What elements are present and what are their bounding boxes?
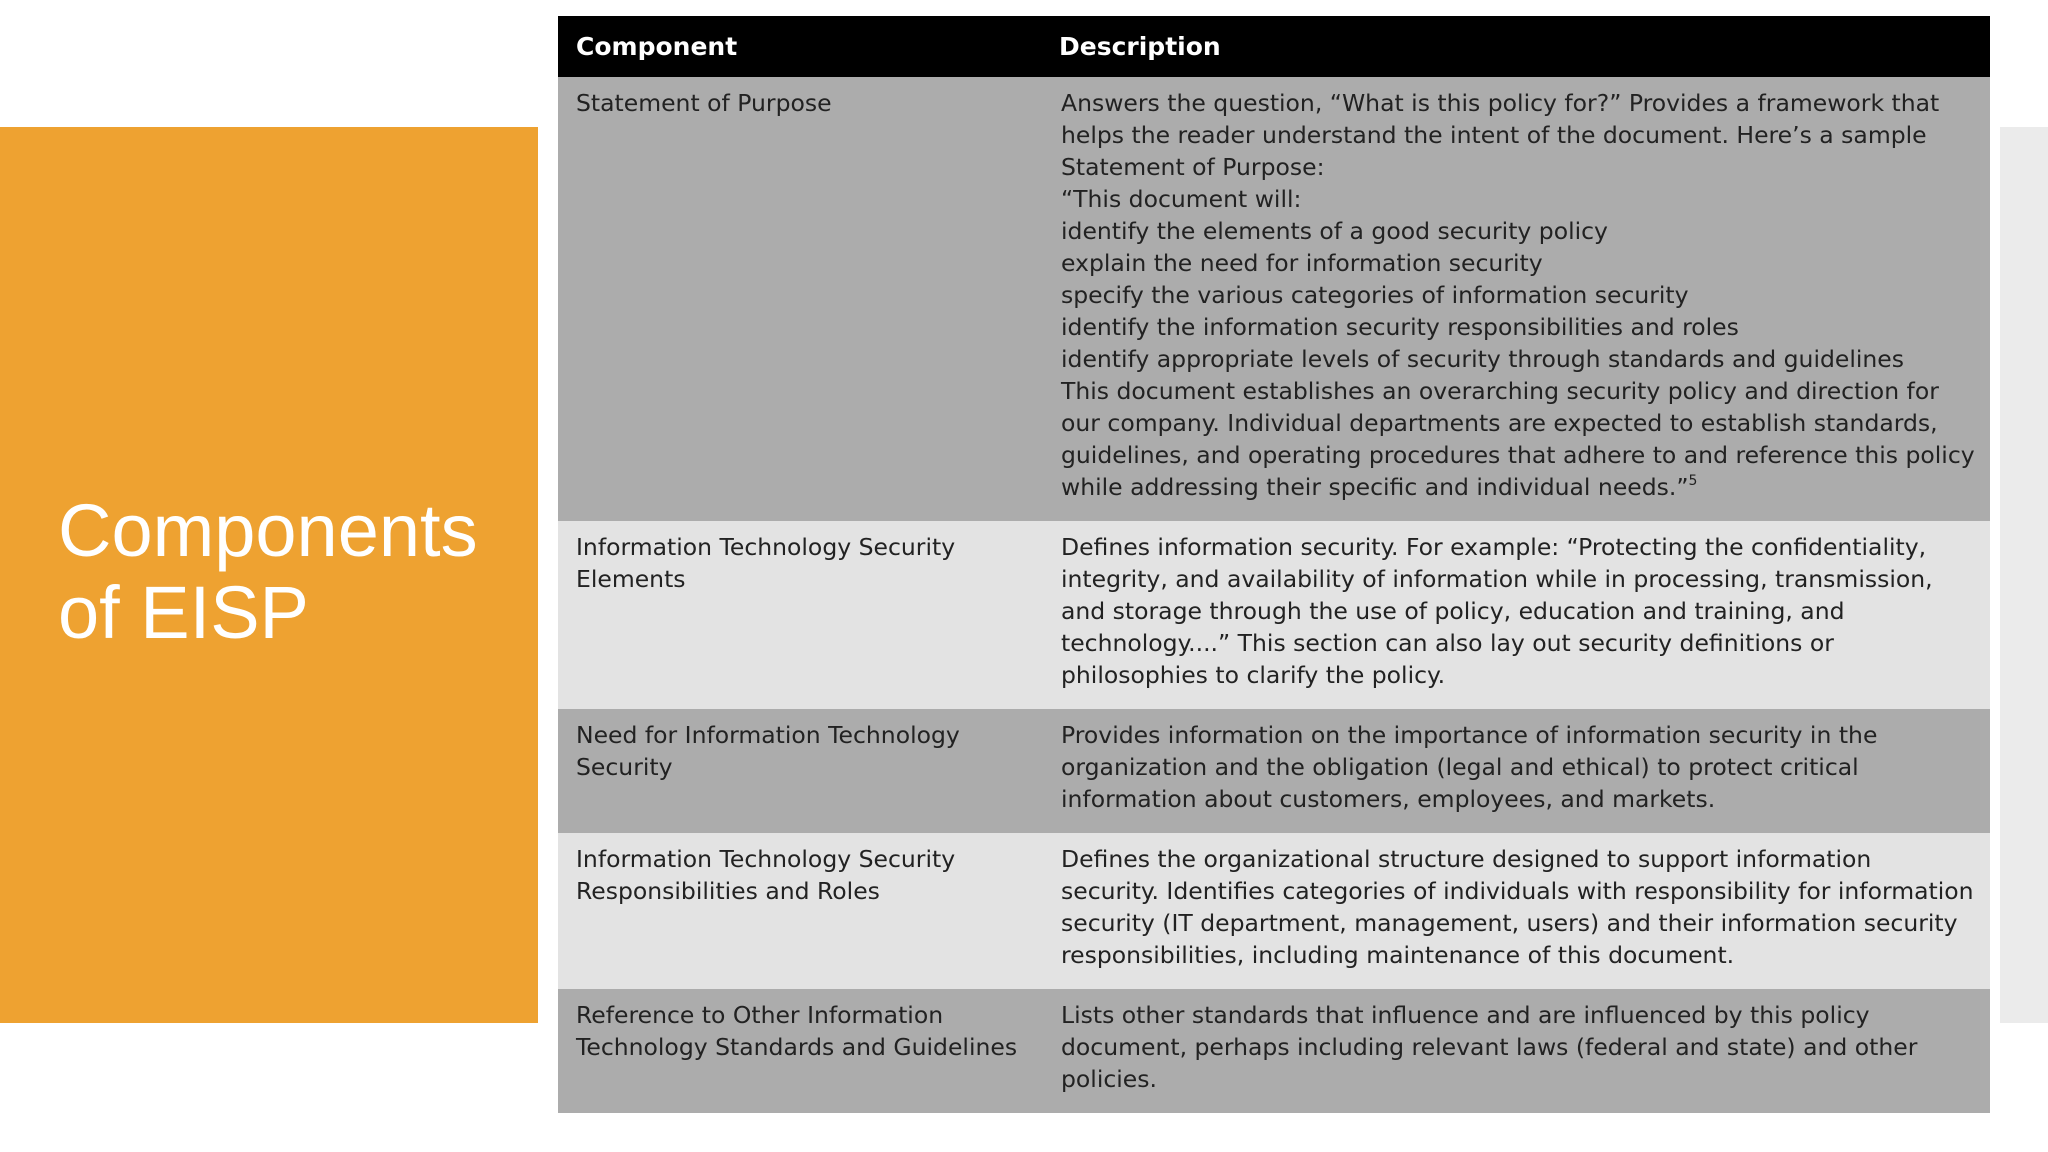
component-cell: Information Technology Security Elements [558,521,1041,709]
components-table [558,16,1990,1113]
eisp-components-table [558,16,1990,1113]
column-header-component: Component [558,16,1041,77]
footnote-marker: 5 [1688,473,1698,489]
component-cell: Reference to Other Information Technology Standards and Guidelines [558,989,1041,1113]
description-line: identify the elements of a good security policy [1061,217,1608,245]
table-row [558,709,1990,833]
description-cell: Defines the organizational structure designed to support information security. Identifies categories of individuals with responsibility for information security (IT department, management, users) and their information security responsibilities, including maintenance of this document. [1041,833,1990,989]
slide-title [58,490,528,654]
description-cell: Defines information security. For example: “Protecting the confidentiality, integrity, and availability of information while in processing, transmission, and storage through the use of policy, education and training, and technology....” This section can also lay out security definitions or philosophies to clarify the policy. [1041,521,1990,709]
description-cell: Provides information on the importance of information security in the organization and the obligation (legal and ethical) to protect critical information about customers, employees, and markets. [1041,709,1990,833]
slide-title-line-1: Components [58,489,478,572]
description-cell: Lists other standards that influence and are influenced by this policy document, perhaps including relevant laws (federal and state) and other policies. [1041,989,1990,1113]
description-line: explain the need for information security [1061,249,1543,277]
description-line: “This document will: [1061,185,1302,213]
description-line: identify the information security responsibilities and roles [1061,313,1739,341]
description-line: identify appropriate levels of security through standards and guidelines [1061,345,1905,373]
table-row [558,833,1990,989]
description-cell [1041,77,1990,521]
column-header-description: Description [1041,16,1990,77]
slide-title-line-2: of EISP [58,571,309,654]
description-line: Answers the question, “What is this policy for?” Provides a framework that helps the reader understand the intent of the document. Here’s a sample Statement of Purpose: [1061,89,1940,181]
description-line: This document establishes an overarching security policy and direction for our company. Individual departments are expected to establish standards, guidelines, and operating procedures that adhere to and reference this policy while addressing their specific and individual needs.” [1061,377,1975,501]
component-cell: Need for Information Technology Security [558,709,1041,833]
table-header-row [558,16,1990,77]
table-row [558,77,1990,521]
right-decorative-strip [2000,127,2048,1023]
description-line: specify the various categories of information security [1061,281,1689,309]
table-row [558,989,1990,1113]
table-row [558,521,1990,709]
component-cell: Statement of Purpose [558,77,1041,521]
component-cell: Information Technology Security Responsibilities and Roles [558,833,1041,989]
